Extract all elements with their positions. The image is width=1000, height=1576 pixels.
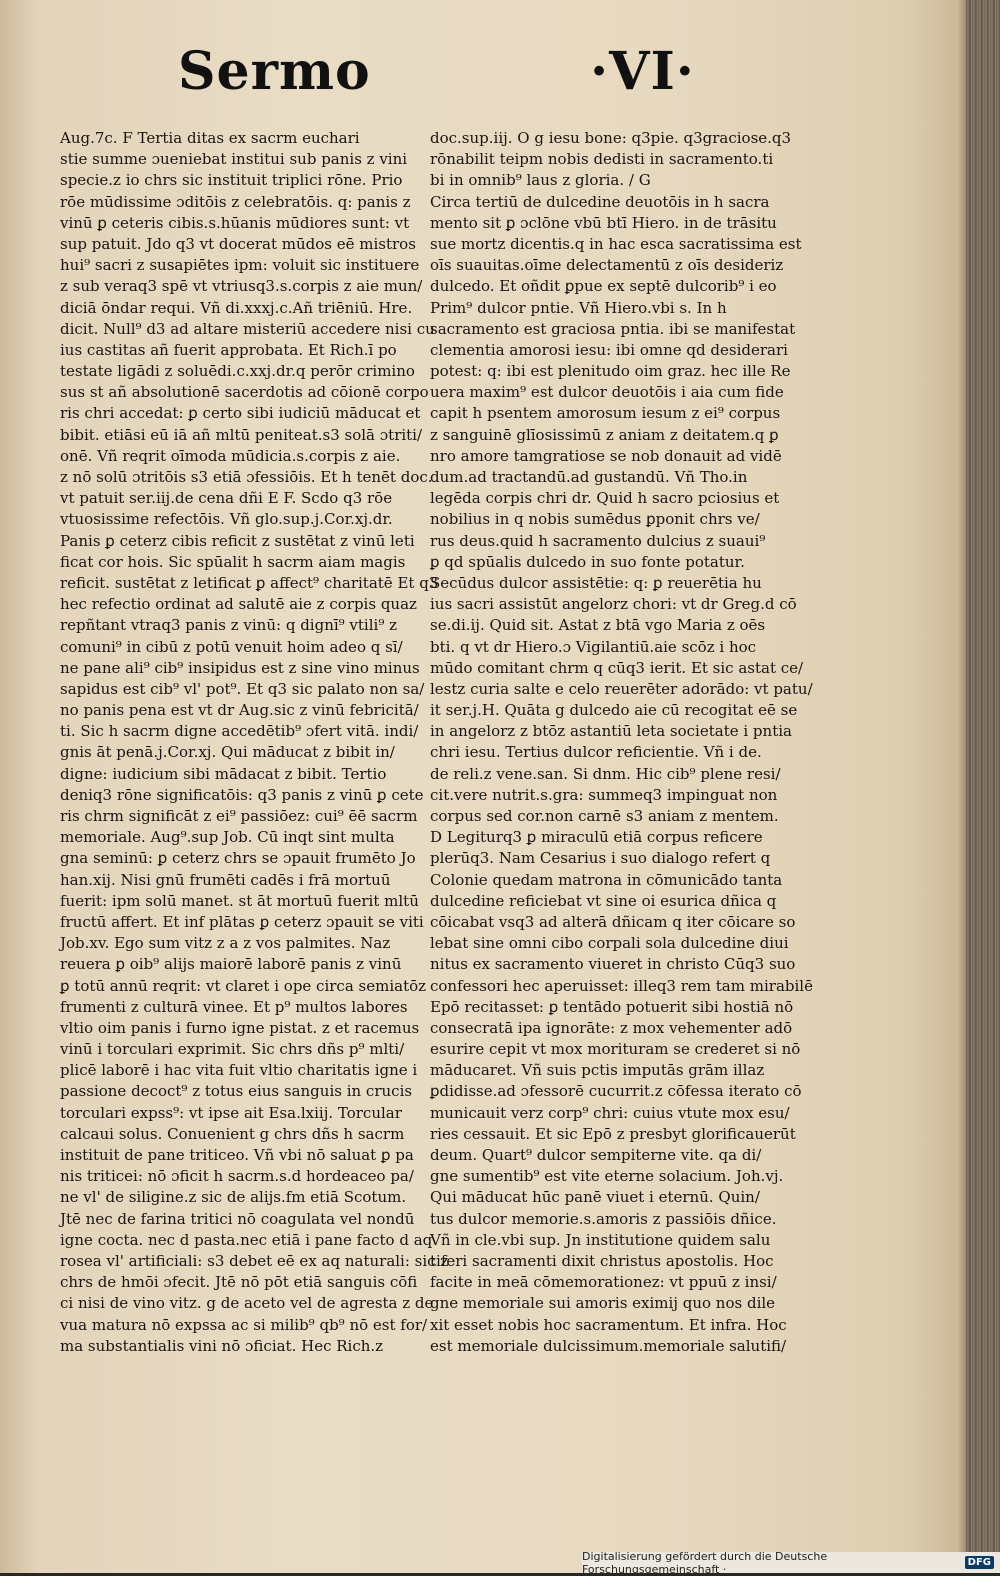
text-line: mūdo comitant chrm q cūq3 ierit. Et sic astat ce/	[430, 658, 804, 677]
text-line: ris chrm significāt z ei⁹ passiōez: cui⁹ ēē sacrm	[60, 807, 418, 825]
running-title-left: Sermo	[178, 41, 371, 102]
text-line: ficat cor hois. Sic spūalit h sacrm aiam magis	[60, 552, 406, 571]
running-title-right: ·VI·	[590, 41, 695, 102]
text-line: Job.xv. Ego sum vitz z a z vos palmites. Naz	[60, 934, 391, 953]
text-line: clementia amorosi iesu: ibi omne qd desiderari	[430, 340, 788, 359]
text-line: repñtant vtraq3 panis z vinū: q dignī⁹ vtili⁹ z	[60, 616, 398, 635]
dfg-logo: DFG	[965, 1556, 994, 1569]
text-line: deum. Quart⁹ dulcor sempiterne vite. qa di/	[430, 1146, 762, 1164]
text-line: sapidus est cib⁹ vl' pot⁹. Et q3 sic palato non sa/	[60, 679, 425, 698]
text-line: z sub veraq3 spē vt vtriusq3.s.corpis z aie mun/	[60, 277, 423, 296]
text-line: vinū i torculari exprimit. Sic chrs dñs p⁹ mlti/	[60, 1040, 405, 1059]
text-line: vinū ꝑ ceteris cibis.s.hūanis mūdiores sunt: vt	[60, 213, 410, 232]
text-line: dulcedo. Et oñdit ꝑpue ex septē dulcorib⁹ i eo	[430, 277, 777, 296]
text-line: deniq3 rōne significatōis: q3 panis z vinū ꝑ cete	[60, 785, 424, 804]
text-line: facite in meā cōmemorationez: vt ppuū z insi/	[430, 1273, 777, 1292]
text-line: vltio oim panis i furno igne pistat. z et racemus	[60, 1018, 420, 1037]
text-line: D Legiturq3 ꝑ miraculū etiā corpus reficere	[430, 828, 763, 847]
text-line: z nō solū ɔtritōis s3 etiā ɔfessiōis. Et h tenēt doc.	[60, 468, 433, 486]
text-line: nro amore tamgratiose se nob donauit ad vidē	[430, 446, 782, 465]
text-line: nitus ex sacramento viueret in christo Cūq3 suo	[430, 955, 796, 974]
text-line: Qui māducat hūc panē viuet i eternū. Quin/	[430, 1188, 760, 1207]
text-line: cit.vere nutrit.s.gra: summeq3 impinguat non	[430, 785, 778, 804]
text-line: ries cessauit. Et sic Epō z presbyt glorificauerūt	[430, 1124, 796, 1143]
text-line: Vñ in cle.vbi sup. Jn institutione quidem salu	[430, 1230, 771, 1249]
text-line: diciā ōndar requi. Vñ di.xxxj.c.Añ triēniū. Hre.	[60, 298, 413, 317]
text-line: hui⁹ sacri z susapiētes ipm: voluit sic instituere	[60, 256, 420, 275]
text-line: sus st añ absolutionē sacerdotis ad cōionē corpo	[60, 383, 429, 402]
text-line: fuerit: ipm solū manet. st āt mortuū fuerit mltū	[60, 891, 419, 910]
text-line: chri iesu. Tertius dulcor reficientie. Vñ i de.	[430, 743, 762, 762]
text-column-right	[430, 128, 813, 1357]
text-line: digne: iudicium sibi mādacat z bibit. Tertio	[60, 764, 387, 783]
text-line: ius castitas añ fuerit approbata. Et Rich.ī po	[60, 340, 397, 359]
text-line: chrs de hmōi ɔfecit. Jtē nō pōt etiā sanguis cōfi	[60, 1273, 418, 1292]
text-line: rosea vl' artificiali: s3 debet eē ex aq naturali: sic z	[60, 1251, 449, 1270]
text-line: gne memoriale sui amoris eximij quo nos dile	[430, 1294, 776, 1313]
text-line: igne cocta. nec d pasta.nec etiā i pane facto d aq	[60, 1230, 433, 1249]
text-line: se.di.ij. Quid sit. Astat z btā vgo Maria z oēs	[430, 616, 766, 635]
text-line: sue mortz dicentis.q in hac esca sacratissima est	[430, 234, 802, 253]
text-line: nis triticei: nō ɔficit h sacrm.s.d hordeaceo pa/	[60, 1167, 414, 1186]
text-line: tiferi sacramenti dixit christus apostolis. Hoc	[430, 1251, 774, 1270]
text-line: bti. q vt dr Hiero.ɔ Vigilantiū.aie scōz i hoc	[430, 637, 757, 656]
text-line: dum.ad tractandū.ad gustandū. Vñ Tho.in	[430, 468, 748, 486]
text-line: reficit. sustētat z letificat ꝑ affect⁹ charitatē Et q3	[60, 573, 439, 592]
text-line: vtuosissime refectōis. Vñ glo.sup.j.Cor.xj.dr.	[60, 510, 393, 529]
text-line: calcaui solus. Conuenient g chrs dñs h sacrm	[60, 1124, 405, 1143]
text-line: rus deus.quid h sacramento dulcius z suaui⁹	[430, 531, 766, 550]
text-line: ꝑ qd spūalis dulcedo in suo fonte potatur.	[430, 552, 745, 571]
text-line: Jtē nec de farina tritici nō coagulata vel nondū	[60, 1209, 415, 1228]
text-line: bi in omnib⁹ laus z gloria. / G	[430, 171, 651, 190]
text-line: xit esset nobis hoc sacramentum. Et infra. Hoc	[430, 1315, 787, 1334]
text-line: ma substantialis vini nō ɔficiat. Hec Rich.z	[60, 1336, 384, 1355]
text-line: potest: q: ibi est plenitudo oim graz. hec ille Re	[430, 362, 791, 381]
text-line: memoriale. Aug⁹.sup Job. Cū inqt sint multa	[60, 828, 395, 847]
text-line: z sanguinē glīosissimū z aniam z deitatem.q ꝑ	[430, 425, 779, 444]
text-line: māducaret. Vñ suis pctis imputās grām illaz	[430, 1061, 765, 1080]
text-line: bibit. etiāsi eū iā añ mltū peniteat.s3 solā ɔtriti/	[60, 425, 423, 444]
text-line: passione decoct⁹ z totus eius sanguis in crucis	[60, 1082, 413, 1101]
text-line: municauit verz corp⁹ chri: cuius vtute mox esu/	[430, 1103, 790, 1122]
text-line: gnis āt penā.j.Cor.xj. Qui māducat z bibit in/	[60, 743, 395, 762]
text-line: reuera ꝑ oib⁹ alijs maiorē laborē panis z vinū	[60, 955, 402, 974]
text-line: stie summe ɔueniebat institui sub panis z vini	[60, 150, 408, 169]
text-line: frumenti z culturā vinee. Et p⁹ multos labores	[60, 997, 408, 1016]
text-line: ne vl' de siligine.z sic de alijs.fm etiā Scotum.	[60, 1188, 407, 1207]
text-line: rōnabilit teipm nobis dedisti in sacramento.ti	[430, 150, 774, 169]
text-line: plerūq3. Nam Cesarius i suo dialogo refert q	[430, 849, 771, 868]
text-line: rōe mūdissime ɔditōis z celebratōis. q: panis z	[60, 192, 411, 211]
text-line: it ser.j.H. Quāta g dulcedo aie cū recogitat eē se	[430, 701, 798, 720]
text-line: Panis ꝑ ceterz cibis reficit z sustētat z vinū leti	[60, 531, 415, 550]
text-line: ꝑdidisse.ad ɔfessorē cucurrit.z cōfessa iterato cō	[430, 1082, 802, 1101]
text-line: ne pane ali⁹ cib⁹ insipidus est z sine vino minus	[60, 658, 420, 677]
text-line: tus dulcor memorie.s.amoris z passiōis dñice.	[430, 1209, 777, 1228]
text-line: comuni⁹ in cibū z potū venuit hoim adeo q sī/	[60, 637, 403, 656]
text-line: gna seminū: ꝑ ceterz chrs se ɔpauit frumēto Jo	[60, 849, 416, 868]
text-line: mento sit ꝑ ɔclōne vbū btī Hiero. in de trāsitu	[430, 213, 777, 232]
text-line: consecratā ipa ignorāte: z mox vehementer adō	[430, 1018, 793, 1037]
text-line: hec refectio ordinat ad salutē aie z corpis quaz	[60, 595, 417, 614]
text-column-left	[60, 128, 449, 1357]
text-line: Circa tertiū de dulcedine deuotōis in h sacra	[430, 192, 770, 211]
text-line: specie.z io chrs sic instituit triplici rōne. Prio	[60, 171, 403, 190]
text-line: dicit. Null⁹ d3 ad altare misteriū accedere nisi cu	[60, 319, 435, 338]
text-line: lestz curia salte e celo reuerēter adorādo: vt patu/	[430, 679, 813, 698]
text-line: lebat sine omni cibo corpali sola dulcedine diui	[430, 934, 789, 953]
book-fore-edge	[966, 0, 1000, 1573]
text-line: han.xij. Nisi gnū frumēti cadēs i frā mortuū	[60, 870, 391, 889]
text-line: testate ligādi z soluēdi.c.xxj.dr.q perōr crimino	[60, 362, 415, 381]
footer-text: Digitalisierung gefördert durch die Deutsche Forschungsgemeinschaft ·	[582, 1549, 828, 1576]
text-line: Aug.7c. F Tertia ditas ex sacrm euchari	[60, 129, 360, 147]
text-line: ti. Sic h sacrm digne accedētib⁹ ɔfert vitā. indi/	[60, 722, 419, 741]
text-line: dulcedine reficiebat vt sine oi esurica dñica q	[430, 891, 777, 910]
text-line: confessori hec aperuisset: illeq3 rem tam mirabilē	[430, 976, 813, 995]
text-line: Secūdus dulcor assistētie: q: ꝑ reuerētia hu	[430, 573, 762, 592]
text-line: vua matura nō expssa ac si milib⁹ qb⁹ nō est for/	[60, 1315, 428, 1334]
text-line: legēda corpis chri dr. Quid h sacro pciosius et	[430, 489, 780, 508]
text-line: gne sumentib⁹ est vite eterne solacium. Joh.vj.	[430, 1167, 784, 1186]
text-line: ris chri accedat: ꝑ certo sibi iudiciū māducat et	[60, 404, 421, 423]
text-line: sup patuit. Jdo q3 vt docerat mūdos eē mistros	[60, 234, 416, 253]
text-line: cōicabat vsq3 ad alterā dñicam q iter cōicare so	[430, 912, 796, 931]
text-line: esurire cepit vt mox morituram se crederet si nō	[430, 1040, 801, 1059]
text-line: Prim⁹ dulcor pntie. Vñ Hiero.vbi s. In h	[430, 298, 727, 317]
text-line: ius sacri assistūt angelorz chori: vt dr Greg.d cō	[430, 595, 797, 614]
text-line: Epō recitasset: ꝑ tentādo potuerit sibi hostiā nō	[430, 997, 794, 1016]
text-line: sacramento est graciosa pntia. ibi se manifestat	[430, 319, 796, 338]
text-line: Colonie quedam matrona in cōmunicādo tanta	[430, 870, 783, 889]
text-line: ci nisi de vino vitz. g de aceto vel de agresta z de	[60, 1294, 434, 1313]
text-line: doc.sup.iij. O g iesu bone: q3pie. q3graciose.q3	[430, 129, 792, 147]
text-line: in angelorz z btōz astantiū leta societate i pntia	[430, 722, 792, 741]
digitization-footer	[582, 1549, 1000, 1576]
text-line: est memoriale dulcissimum.memoriale salutifi/	[430, 1336, 787, 1355]
text-line: de reli.z vene.san. Si dnm. Hic cib⁹ plene resi/	[430, 764, 781, 783]
text-line: oīs suauitas.oīme delectamentū z oīs desideriz	[430, 256, 784, 275]
text-line: torculari expss⁹: vt ipse ait Esa.lxiij. Torcular	[60, 1103, 402, 1122]
text-line: fructū affert. Et inf plātas ꝑ ceterz ɔpauit se viti	[60, 912, 424, 931]
text-line: onē. Vñ reqrit oīmoda mūdicia.s.corpis z aie.	[60, 446, 401, 465]
text-line: no panis pena est vt dr Aug.sic z vinū febricitā/	[60, 701, 419, 720]
text-line: uera maxim⁹ est dulcor deuotōis i aia cum fide	[430, 383, 784, 402]
text-line: nobilius in q nobis sumēdus ꝑponit chrs ve/	[430, 510, 760, 529]
text-line: vt patuit ser.iij.de cena dñi E F. Scdo q3 rōe	[60, 489, 393, 508]
text-line: instituit de pane triticeo. Vñ vbi nō saluat ꝑ pa	[60, 1146, 414, 1164]
text-line: plicē laborē i hac vita fuit vltio charitatis igne i	[60, 1061, 418, 1080]
text-line: ꝑ totū annū reqrit: vt claret i ope circa semiatōz	[60, 976, 427, 995]
text-line: capit h psentem amorosum iesum z ei⁹ corpus	[430, 404, 781, 423]
text-line: corpus sed cor.non carnē s3 aniam z mentem.	[430, 807, 779, 825]
